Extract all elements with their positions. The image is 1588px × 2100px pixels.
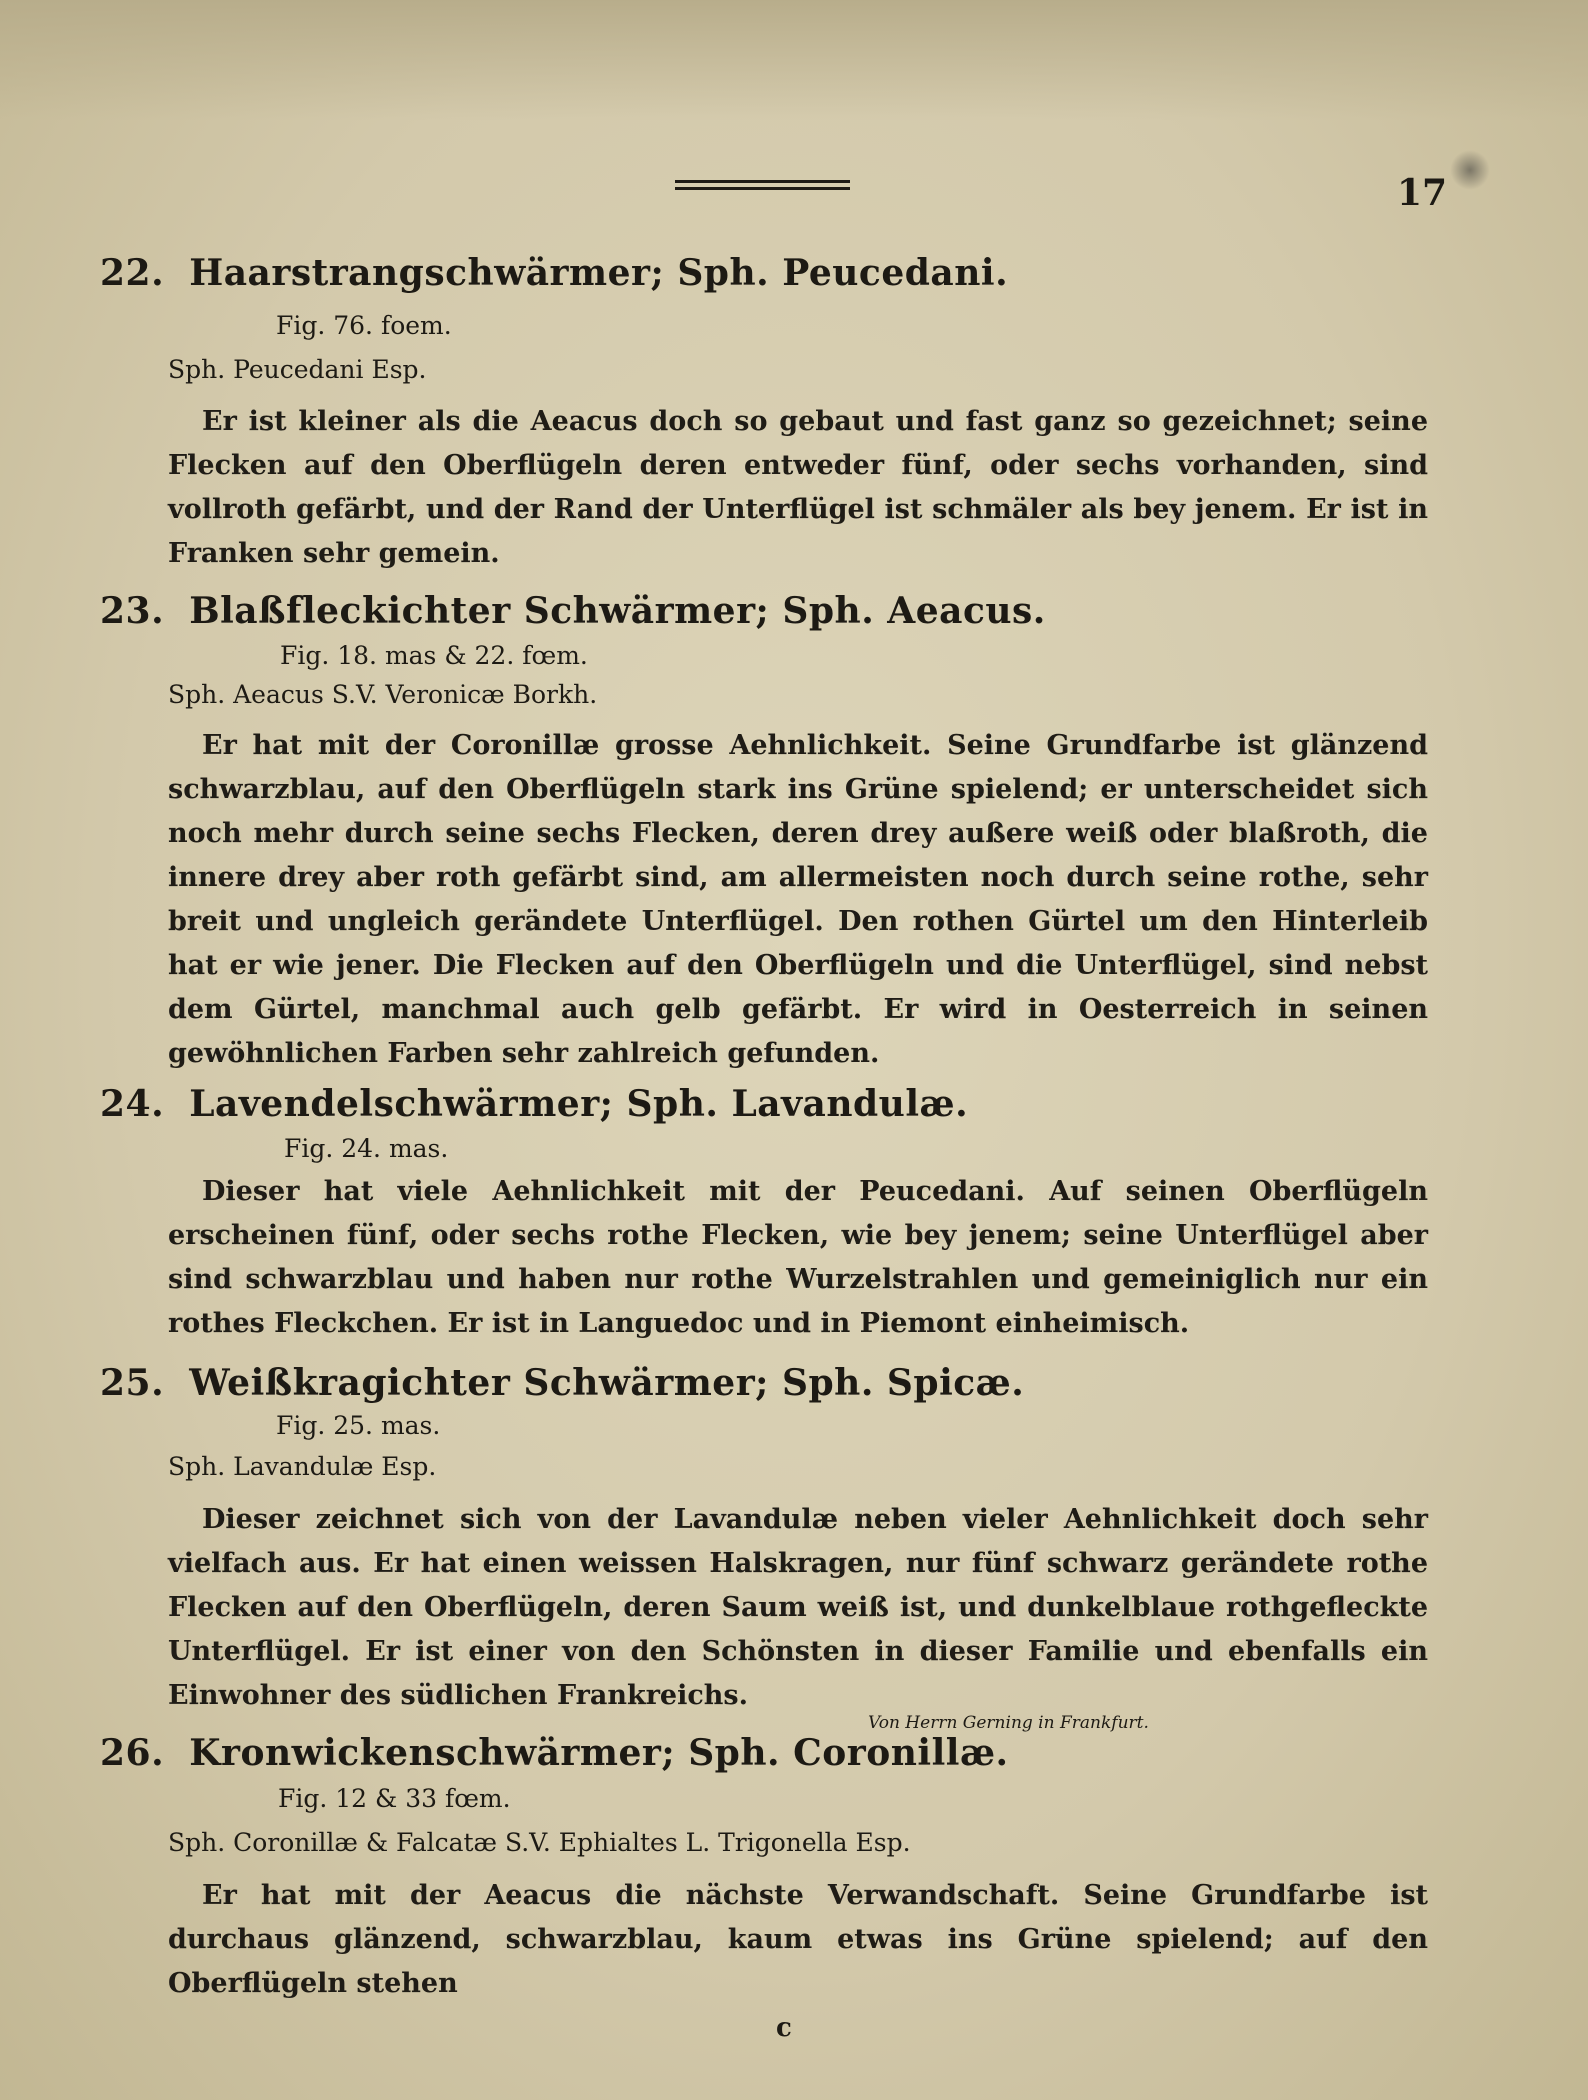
entry-description (168, 1170, 1428, 1346)
entry-common-name: Kronwickenschwärmer; (189, 1732, 676, 1774)
ink-smudge (1450, 150, 1490, 190)
figure-reference: Fig. 76. foem. (276, 311, 452, 340)
figure-reference: Fig. 24. mas. (284, 1134, 449, 1163)
entry-common-name: Blaßfleckichter Schwärmer; (189, 590, 770, 632)
entry-common-name: Weißkragichter Schwärmer; (189, 1362, 769, 1404)
entry-heading (100, 590, 1046, 632)
synonym-line: Sph. Aeacus S.V. Veronicæ Borkh. (168, 680, 598, 709)
signature-mark: c (776, 2013, 792, 2043)
entry-description (168, 1498, 1428, 1718)
entry-number: 24. (100, 1083, 165, 1125)
entry-common-name: Haarstrangschwärmer; (189, 252, 665, 294)
synonym-line: Sph. Peucedani Esp. (168, 355, 427, 384)
entry-number: 23. (100, 590, 165, 632)
entry-description-text: Dieser hat viele Aehnlichkeit mit der Peucedani. Auf seinen Oberflügeln erscheinen fünf, oder sechs rothe Flecken, wie bey jenem; seine Unterflügel aber sind schwarzblau und haben nur rothe Wurzelstrahlen und gemeiniglich nur ein rothes Fleckchen. Er ist in Languedoc und in Piemont einheimisch. (168, 1176, 1428, 1339)
entry-description (168, 1874, 1428, 2006)
figure-reference: Fig. 25. mas. (276, 1411, 441, 1440)
entry-heading (100, 1732, 1009, 1774)
entry-description-text: Dieser zeichnet sich von der Lavandulæ neben vieler Aehnlichkeit doch sehr vielfach aus. Er hat einen weissen Halskragen, nur fünf schwarz gerändete rothe Flecken auf den Oberflügeln, deren Saum weiß ist, und dunkelblaue rothgefleckte Unterflügel. Er ist einer von den Schönsten in dieser Familie und ebenfalls ein Einwohner des südlichen Frankreichs. (168, 1504, 1428, 1711)
entry-number: 26. (100, 1732, 165, 1774)
figure-reference: Fig. 18. mas & 22. fœm. (280, 641, 588, 670)
entry-number: 25. (100, 1362, 165, 1404)
entry-heading (100, 1362, 1024, 1404)
entry-latin-name: Sph. Coronillæ. (688, 1732, 1009, 1774)
entry-description-text: Er hat mit der Aeacus die nächste Verwandschaft. Seine Grundfarbe ist durchaus glänzend, schwarzblau, kaum etwas ins Grüne spielend; auf den Oberflügeln stehen (168, 1880, 1428, 1999)
page-number: 17 (1396, 172, 1448, 214)
header-rule (675, 180, 850, 190)
entry-description-text: Er hat mit der Coronillæ grosse Aehnlichkeit. Seine Grundfarbe ist glänzend schwarzblau, auf den Oberflügeln stark ins Grüne spielend; er unterscheidet sich noch mehr durch seine sechs Flecken, deren drey außere weiß oder blaßroth, die innere drey aber roth gefärbt sind, am allermeisten noch durch seine rothe, sehr breit und ungleich gerändete Unterflügel. Den rothen Gürtel um den Hinterleib hat er wie jener. Die Flecken auf den Oberflügeln und die Unterflügel, sind nebst dem Gürtel, manchmal auch gelb gefärbt. Er wird in Oesterreich in seinen gewöhnlichen Farben sehr zahlreich gefunden. (168, 730, 1428, 1069)
entry-number: 22. (100, 252, 165, 294)
entry-latin-name: Sph. Aeacus. (782, 590, 1046, 632)
entry-latin-name: Sph. Lavandulæ. (626, 1083, 969, 1125)
specimen-credit: Von Herrn Gerning in Frankfurt. (868, 1713, 1149, 1733)
entry-latin-name: Sph. Peucedani. (677, 252, 1009, 294)
synonym-line: Sph. Lavandulæ Esp. (168, 1452, 437, 1481)
entry-latin-name: Sph. Spicæ. (782, 1362, 1025, 1404)
entry-common-name: Lavendelschwärmer; (189, 1083, 614, 1125)
figure-reference: Fig. 12 & 33 fœm. (278, 1784, 511, 1813)
entry-description (168, 400, 1428, 576)
entry-description (168, 724, 1428, 1076)
entry-heading (100, 1083, 968, 1125)
entry-description-text: Er ist kleiner als die Aeacus doch so gebaut und fast ganz so gezeichnet; seine Flecken auf den Oberflügeln deren entweder fünf, oder sechs vorhanden, sind vollroth gefärbt, und der Rand der Unterflügel ist schmäler als bey jenem. Er ist in Franken sehr gemein. (168, 406, 1428, 569)
entry-heading (100, 252, 1008, 294)
synonym-line: Sph. Coronillæ & Falcatæ S.V. Ephialtes L. Trigonella Esp. (168, 1828, 911, 1857)
